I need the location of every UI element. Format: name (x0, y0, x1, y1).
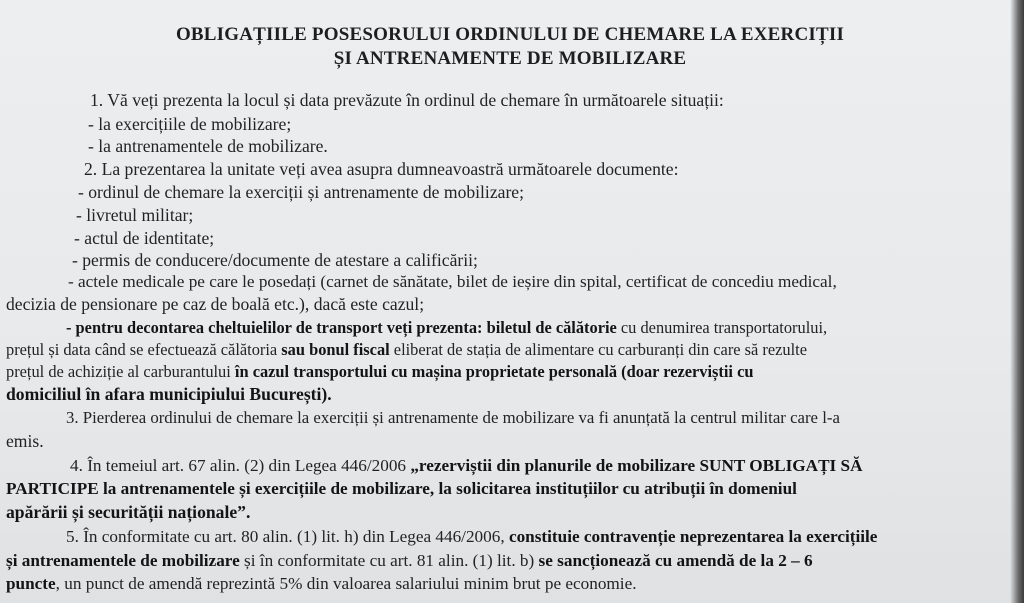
paragraph-2-item: - ordinul de chemare la exerciții și antrenamente de mobilizare; (78, 182, 524, 202)
paragraph-1-intro: 1. Vă veți prezenta la locul și data prevăzute în ordinul de chemare în următoarele situații: (90, 90, 724, 110)
paragraph-5-normal-text: 5. În conformitate cu art. 80 alin. (1) lit. h) din Legea 446/2006, (66, 527, 509, 546)
paragraph-3-line-2: emis. (6, 431, 44, 451)
transport-bold-text: în cazul transportului cu mașina proprietate personală (doar rezerviștii cu (234, 362, 754, 381)
paragraph-3-line-1: 3. Pierderea ordinului de chemare la exerciții și antrenamente de mobilizare va fi anunțată la centrul militar care l-a (66, 408, 840, 427)
paragraph-4-bold-text: apărării și securității naționale”. (6, 502, 251, 522)
paragraph-5-bold-text: și antrenamentele de mobilizare (6, 551, 240, 570)
transport-line-3 (6, 362, 753, 382)
paragraph-5-line-2 (6, 551, 813, 571)
paragraph-5-line-3 (6, 574, 637, 594)
transport-normal-text: eliberat de stația de alimentare cu carburanți din care să rezulte (389, 340, 807, 359)
transport-line-1 (66, 318, 827, 338)
paragraph-2-item: - permis de conducere/documente de atestare a calificării; (72, 250, 478, 270)
paper-edge-shadow (1010, 0, 1024, 603)
paragraph-2-item: - actul de identitate; (74, 228, 215, 248)
transport-line-2 (6, 340, 807, 360)
paragraph-4-line-1 (70, 456, 863, 476)
paragraph-4-normal-text: 4. În temeiul art. 67 alin. (2) din Legea 446/2006 (70, 456, 411, 475)
paragraph-5-normal-text: și în conformitate cu art. 81 alin. (1) lit. b) (239, 551, 539, 570)
transport-normal-text: prețul de achiziție al carburantului (6, 362, 235, 381)
paragraph-5-bold-text: puncte (6, 574, 56, 593)
paragraph-2-item: - actele medicale pe care le posedați (carnet de sănătate, bilet de ieșire din spital, certificat de concediu medical, (68, 272, 837, 291)
paragraph-2-item-continuation: decizia de pensionare pe caz de boală etc.), dacă este cazul; (6, 294, 425, 314)
paragraph-5-line-1 (66, 527, 877, 547)
transport-bold-text: - pentru decontarea cheltuielilor de transport veți prezenta: biletul de călătorie (66, 318, 617, 337)
paragraph-5-bold-text: se sancționează cu amendă de la 2 – 6 (538, 551, 813, 570)
document-title-line-2: ȘI ANTRENAMENTE DE MOBILIZARE (333, 48, 687, 69)
paragraph-4-line-3 (6, 502, 250, 523)
transport-bold-text: domiciliul în afara municipiului București). (6, 384, 332, 404)
transport-line-4 (6, 384, 332, 405)
paragraph-4-bold-text: „rezerviștii din planurile de mobilizare SUNT OBLIGAȚI SĂ (410, 456, 863, 475)
transport-normal-text: prețul și data când se efectuează călătoria (6, 340, 282, 359)
paragraph-1-item: - la exercițiile de mobilizare; (88, 114, 292, 134)
document-title-line-1: OBLIGAȚIILE POSESORULUI ORDINULUI DE CHEMARE LA EXERCIȚII (175, 24, 845, 45)
paragraph-2-intro: 2. La prezentarea la unitate veți avea asupra dumneavoastră următoarele documente: (84, 159, 679, 179)
paragraph-5-bold-text: constituie contravenție neprezentarea la exercițiile (508, 527, 878, 546)
paragraph-4-line-2 (6, 479, 797, 499)
transport-bold-text: sau bonul fiscal (281, 340, 390, 359)
paragraph-5-normal-text: , un punct de amendă reprezintă 5% din valoarea salariului minim brut pe economie. (55, 574, 637, 593)
paragraph-4-bold-text: PARTICIPE la antrenamentele și exercițiile de mobilizare, la solicitarea instituțiilor cu atribuții în domeniul (6, 479, 797, 498)
transport-normal-text: cu denumirea transportatorului, (616, 318, 828, 337)
paragraph-1-item: - la antrenamentele de mobilizare. (88, 136, 328, 156)
paragraph-2-item: - livretul militar; (76, 205, 194, 225)
